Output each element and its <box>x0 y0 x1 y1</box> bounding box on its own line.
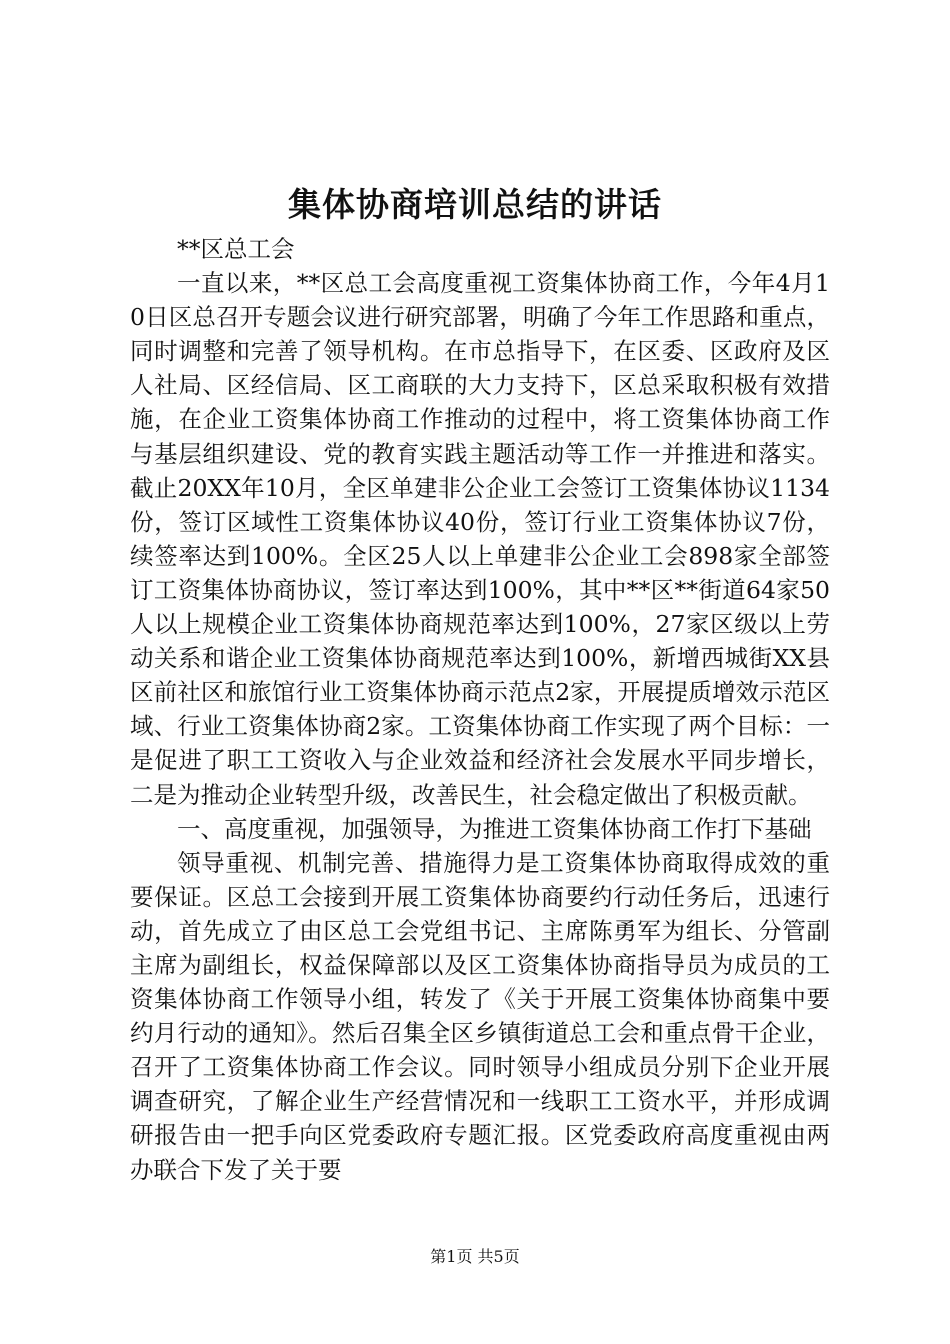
document-title: 集体协商培训总结的讲话 <box>288 185 662 224</box>
author-line: **区总工会 <box>177 235 295 263</box>
document-body <box>130 232 830 1187</box>
section-heading: 一、高度重视，加强领导，为推进工资集体协商工作打下基础 <box>177 814 812 843</box>
paragraph-intro: 一直以来，**区总工会高度重视工资集体协商工作，今年4月10日区总召开专题会议进行研究部署，明确了今年工作思路和重点，同时调整和完善了领导机构。在市总指导下，在区委、区政府及区人社局、区经信局、区工商联的大力支持下，区总采取积极有效措施，在企业工资集体协商工作推动的过程中，将工资集体协商工作与基层组织建设、党的教育实践主题活动等工作一并推进和落实。截止20XX年10月，全区单建非公企业工会签订工资集体协议1134份，签订区域性工资集体协议40份，签订行业工资集体协议7份，续签率达到100%。全区25人以上单建非公企业工会898家全部签订工资集体协商协议，签订率达到100%，其中**区**街道64家50人以上规模企业工资集体协商规范率达到100%，27家区级以上劳动关系和谐企业工资集体协商规范率达到100%，新增西城街XX县区前社区和旅馆行业工资集体协商示范点2家，开展提质增效示范区域、行业工资集体协商2家。工资集体协商工作实现了两个目标：一是促进了职工工资收入与企业效益和经济社会发展水平同步增长，二是为推动企业转型升级，改善民生，社会稳定做出了积极贡献。 <box>130 269 830 809</box>
page-number: 第1页 共5页 <box>430 1247 520 1266</box>
paragraph-leadership: 领导重视、机制完善、措施得力是工资集体协商取得成效的重要保证。区总工会接到开展工资集体协商要约行动任务后，迅速行动，首先成立了由区总工会党组书记、主席陈勇军为组长、分管副主席为副组长，权益保障部以及区工资集体协商指导员为成员的工资集体协商工作领导小组，转发了《关于开展工资集体协商集中要约月行动的通知》。然后召集全区乡镇街道总工会和重点骨干企业，召开了工资集体协商工作会议。同时领导小组成员分别下企业开展调查研究，了解企业生产经营情况和一线职工工资水平，并形成调研报告由一把手向区党委政府专题汇报。区党委政府高度重视由两办联合下发了关于要 <box>130 848 830 1184</box>
